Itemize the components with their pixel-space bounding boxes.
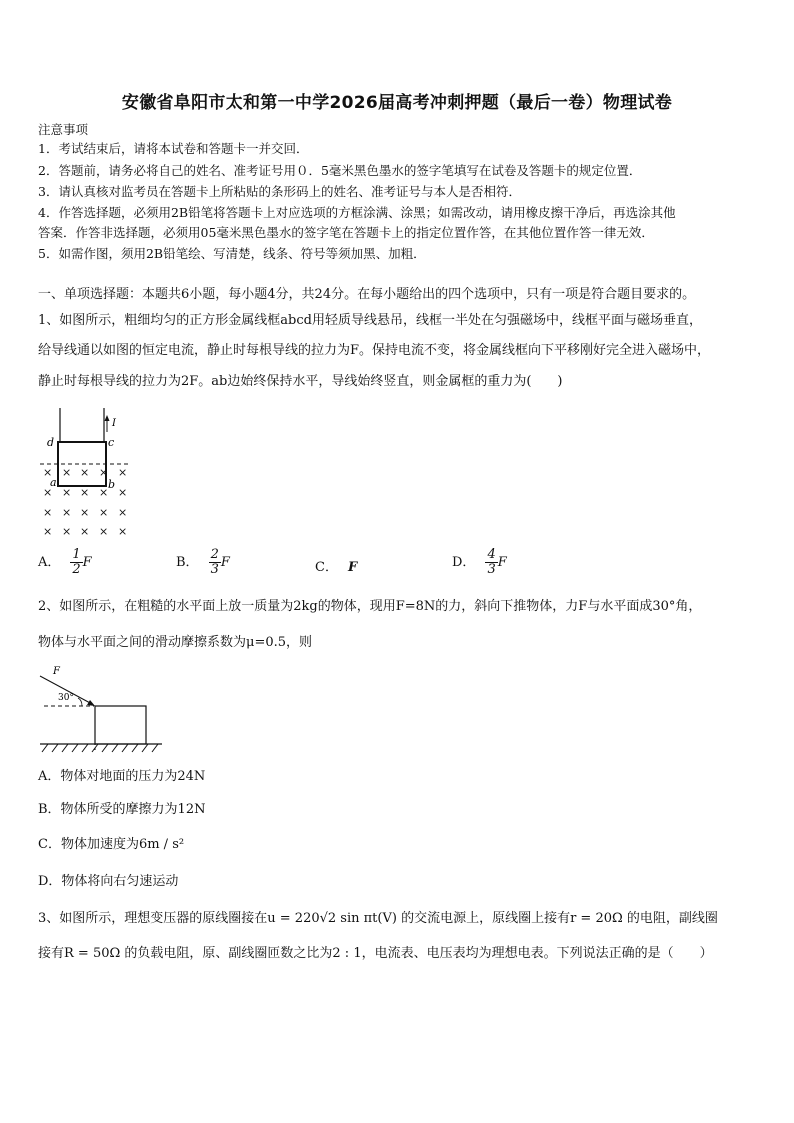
notice-item-2: 2．答题前，请务必将自己的姓名、准考证号用０．5毫米黑色墨水的签字笔填写在试卷及答题卡的规定位置． — [38, 163, 642, 178]
svg-text:×: × — [80, 486, 90, 499]
svg-text:×: × — [80, 525, 90, 538]
notice-item-5: 5．如需作图，须用2B铅笔绘、写清楚，线条、符号等须加黑、加粗． — [38, 246, 426, 261]
svg-text:×: × — [118, 486, 128, 499]
q1-figure — [38, 408, 138, 540]
q1-option-d[interactable]: D． $\frac{4}{3}$ F — [452, 547, 507, 577]
svg-text:×: × — [99, 525, 109, 538]
q1-line-3: 静止时每根导线的拉力为2F。ab边始终保持水平，导线始终竖直，则金属框的重力为( ) — [38, 374, 563, 389]
svg-text:×: × — [62, 486, 72, 499]
q1-option-c[interactable]: C． F — [315, 560, 358, 575]
section-heading: 一、单项选择题：本题共6小题，每小题4分，共24分。在每小题给出的四个选项中，只有一项是符合题目要求的。 — [38, 287, 696, 302]
label-F: F — [53, 666, 60, 677]
svg-text:×: × — [43, 486, 53, 499]
svg-text:×: × — [99, 486, 109, 499]
q2-line-2: 物体与水平面之间的滑动摩擦系数为μ=0.5，则 — [38, 635, 313, 650]
notice-item-4: 4．作答选择题，必须用2B铅笔将答题卡上对应选项的方框涂满、涂黑；如需改动，请用橡皮擦干净后，再选涂其他 — [38, 205, 676, 220]
svg-text:×: × — [118, 466, 128, 479]
q1-line-2: 给导线通以如图的恒定电流，静止时每根导线的拉力为F。保持电流不变，将金属线框向下平移刚好完全进入磁场中， — [38, 343, 711, 358]
svg-text:×: × — [43, 506, 53, 519]
q1-option-a[interactable]: A． $\frac{1}{2}$ F — [38, 547, 92, 577]
notice-item-1: 1．考试结束后，请将本试卷和答题卡一并交回． — [38, 141, 309, 156]
q2-line-1: 2、如图所示，在粗糙的水平面上放一质量为2kg的物体，现用F=8N的力，斜向下推物体，力F与水平面成30°角， — [38, 599, 702, 614]
q3-line-1: 3、如图所示，理想变压器的原线圈接在u = 220√2 sin πt(V) 的交流电源上，原线圈上接有r = 20Ω 的电阻，副线圈 — [38, 911, 718, 926]
svg-text:×: × — [118, 506, 128, 519]
svg-text:×: × — [80, 506, 90, 519]
q2-figure — [38, 660, 168, 756]
svg-text:×: × — [43, 466, 53, 479]
svg-text:×: × — [43, 525, 53, 538]
svg-text:×: × — [99, 466, 109, 479]
q2-option-d[interactable]: D．物体将向右匀速运动 — [38, 874, 179, 889]
notice-item-4-cont: 答案．作答非选择题，必须用05毫米黑色墨水的签字笔在答题卡上的指定位置作答，在其他位置作答一律无效． — [38, 225, 654, 240]
label-a: a — [50, 476, 57, 489]
q1-option-b[interactable]: B． $\frac{2}{3}$ F — [176, 547, 230, 577]
notice-heading: 注意事项 — [38, 122, 89, 137]
label-angle: 30° — [58, 693, 74, 703]
label-c: c — [108, 436, 115, 449]
svg-text:×: × — [80, 466, 90, 479]
label-b: b — [108, 478, 116, 491]
q2-option-a[interactable]: A．物体对地面的压力为24N — [38, 769, 206, 784]
svg-text:×: × — [62, 525, 72, 538]
svg-text:×: × — [99, 506, 109, 519]
q3-line-2: 接有R = 50Ω 的负载电阻，原、副线圈匝数之比为2 : 1，电流表、电压表均为理想电表。下列说法正确的是（ ） — [38, 946, 713, 961]
q2-option-b[interactable]: B．物体所受的摩擦力为12N — [38, 802, 206, 817]
page-title: 安徽省阜阳市太和第一中学2026届高考冲刺押题（最后一卷）物理试卷 — [121, 93, 673, 113]
notice-item-3: 3．请认真核对监考员在答题卡上所粘贴的条形码上的姓名、准考证号与本人是否相符． — [38, 184, 521, 199]
svg-text:×: × — [62, 466, 72, 479]
q2-option-c[interactable]: C．物体加速度为6m / s² — [38, 837, 185, 852]
label-I: I — [112, 418, 116, 429]
svg-text:×: × — [62, 506, 72, 519]
svg-text:×: × — [118, 525, 128, 538]
label-d: d — [47, 436, 55, 449]
q1-line-1: 1、如图所示，粗细均匀的正方形金属线框abcd用轻质导线悬吊，线框一半处在匀强磁场中，线框平面与磁场垂直， — [38, 313, 702, 328]
